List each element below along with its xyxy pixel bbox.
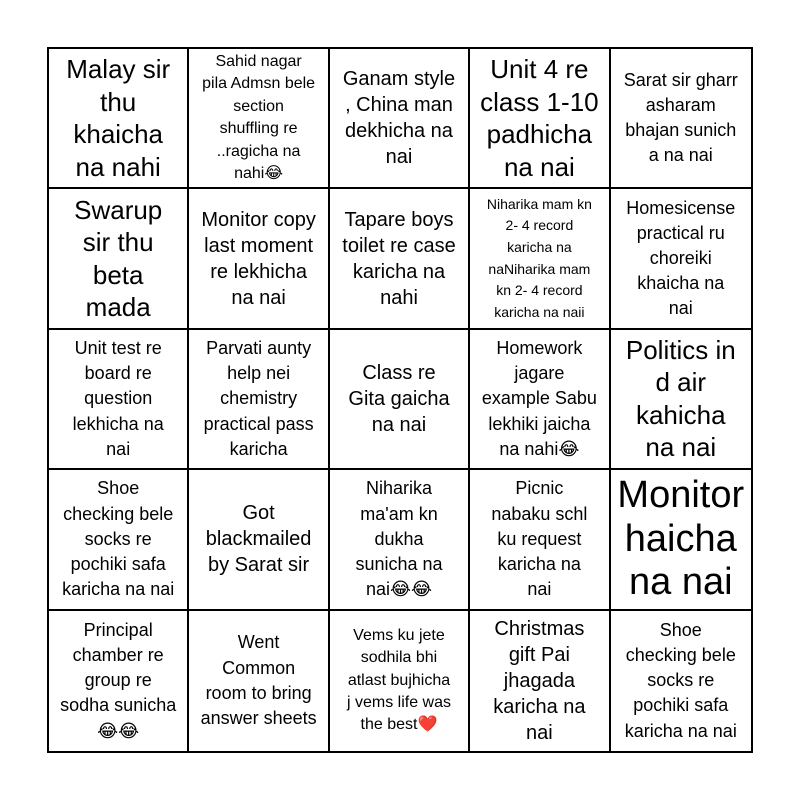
cell-text: Unit test re board re question lekhicha na nai — [72, 338, 164, 459]
cell-text: Ganam style , China man dekhicha na nai — [342, 68, 456, 169]
cell-text: Sahid nagar pila Admsn bele section shuffling re ..ragicha na nahi😂 — [202, 53, 316, 182]
cell-text: Malay sir thu khaicha na nahi — [66, 54, 171, 182]
cell-text: Vems ku jete sodhila bhi atlast bujhicha j vems life was the best❤️ — [346, 626, 451, 734]
cell-text: Homesicense practical ru choreiki khaicha na nai — [626, 197, 736, 319]
cell-text: Swarup sir thu beta mada — [74, 194, 163, 323]
cell-text: Niharika ma'am kn dukha sunicha na nai😂😂 — [355, 478, 443, 600]
bingo-cell[interactable] — [189, 189, 329, 329]
bingo-cell[interactable] — [189, 49, 329, 189]
bingo-board — [47, 47, 753, 753]
cell-text: Shoe checking bele socks re pochiki safa karicha na nai — [62, 478, 175, 600]
bingo-cell[interactable] — [189, 330, 329, 470]
cell-text: Parvati aunty help nei chemistry practical pass karicha — [203, 338, 314, 459]
cell-text: Principal chamber re group re sodha sunicha 😂😂 — [60, 619, 177, 741]
bingo-cell[interactable] — [470, 330, 610, 470]
cell-text: Went Common room to bring answer sheets — [200, 632, 317, 728]
bingo-cell[interactable] — [330, 470, 470, 610]
cell-text: Monitor haicha na nai — [617, 473, 745, 604]
bingo-cell[interactable] — [611, 189, 751, 329]
cell-text: Shoe checking bele socks re pochiki safa karicha na nai — [624, 619, 737, 741]
cell-text: Monitor copy last moment re lekhicha na nai — [201, 208, 316, 309]
bingo-cell[interactable] — [611, 470, 751, 610]
bingo-cell[interactable] — [330, 49, 470, 189]
bingo-cell[interactable] — [330, 330, 470, 470]
bingo-cell[interactable] — [470, 611, 610, 751]
cell-text: Class re Gita gaicha na nai — [348, 361, 450, 436]
bingo-cell[interactable] — [470, 189, 610, 329]
bingo-cell[interactable] — [189, 611, 329, 751]
bingo-cell[interactable] — [330, 189, 470, 329]
bingo-cell[interactable] — [611, 330, 751, 470]
bingo-cell[interactable] — [49, 470, 189, 610]
bingo-cell[interactable] — [470, 470, 610, 610]
bingo-cell[interactable] — [189, 470, 329, 610]
cell-text: Homework jagare example Sabu lekhiki jaicha na nahi😂 — [481, 338, 597, 459]
bingo-cell[interactable] — [611, 49, 751, 189]
bingo-cell[interactable] — [49, 189, 189, 329]
cell-text: Picnic nabaku schl ku request karicha na nai — [491, 478, 588, 600]
bingo-cell[interactable] — [470, 49, 610, 189]
bingo-cell[interactable] — [49, 330, 189, 470]
cell-text: Tapare boys toilet re case karicha na nahi — [342, 208, 456, 309]
bingo-cell[interactable] — [49, 49, 189, 189]
cell-text: Christmas gift Pai jhagada karicha na nai — [493, 617, 586, 744]
cell-text: Got blackmailed by Sarat sir — [205, 502, 312, 577]
cell-text: Politics in d air kahicha na nai — [625, 334, 736, 463]
bingo-cell[interactable] — [611, 611, 751, 751]
cell-text: Sarat sir gharr asharam bhajan sunich a na nai — [623, 69, 738, 166]
bingo-cell[interactable] — [49, 611, 189, 751]
bingo-cell[interactable] — [330, 611, 470, 751]
cell-text: Niharika mam kn 2- 4 record karicha na naNiharika mam kn 2- 4 record karicha na naii — [486, 195, 592, 320]
cell-text: Unit 4 re class 1-10 padhicha na nai — [480, 54, 599, 182]
